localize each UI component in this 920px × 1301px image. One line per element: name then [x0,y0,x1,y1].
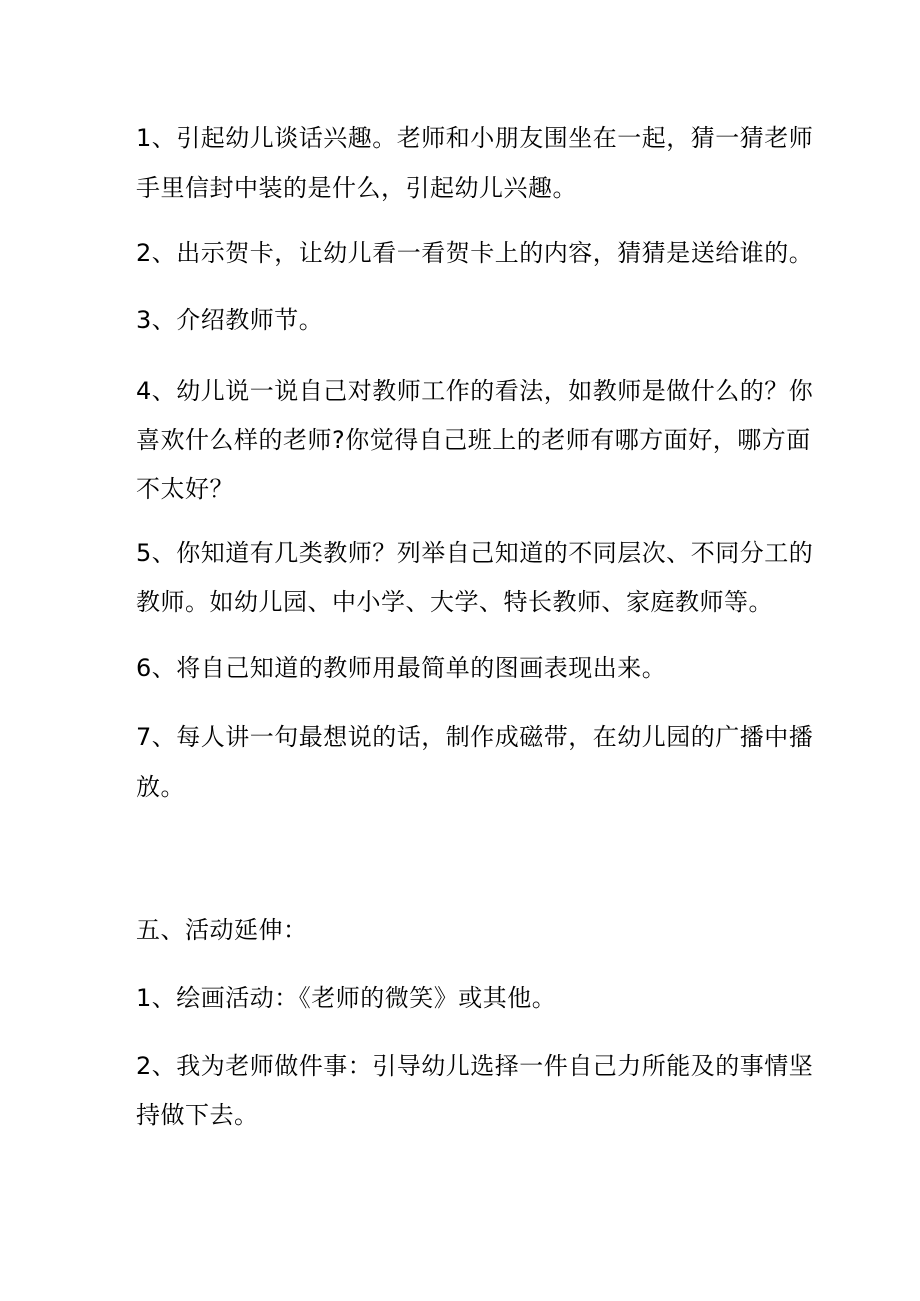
step-4-line-2: 喜欢什么样的老师?你觉得自己班上的老师有哪方面好，哪方面 [136,426,811,454]
step-5-line-2: 教师。如幼儿园、中小学、大学、特长教师、家庭教师等。 [136,588,773,616]
step-2-line: 2、出示贺卡，让幼儿看一看贺卡上的内容，猜猜是送给谁的。 [136,239,814,267]
step-7-line-2: 放。 [136,773,185,801]
section-heading-extension: 五、活动延伸： [136,916,308,944]
extension-1-line: 1、绘画活动：《老师的微笑》或其他。 [136,984,557,1012]
extension-2-line-1: 2、我为老师做件事：引导幼儿选择一件自己力所能及的事情坚 [136,1052,814,1080]
extension-2-line-2: 持做下去。 [136,1101,259,1129]
step-5-line-1: 5、你知道有几类教师？列举自己知道的不同层次、不同分工的 [136,539,814,567]
step-7-line-1: 7、每人讲一句最想说的话，制作成磁带，在幼儿园的广播中播 [136,723,814,751]
step-3-line: 3、介绍教师节。 [136,306,324,334]
step-4-line-1: 4、幼儿说一说自己对教师工作的看法，如教师是做什么的？你 [136,377,814,405]
step-6-line: 6、将自己知道的教师用最简单的图画表现出来。 [136,654,667,682]
step-1-line-2: 手里信封中装的是什么，引起幼儿兴趣。 [136,174,577,202]
step-4-line-3: 不太好？ [136,475,234,503]
step-1-line-1: 1、引起幼儿谈话兴趣。老师和小朋友围坐在一起，猜一猜老师 [136,124,814,152]
